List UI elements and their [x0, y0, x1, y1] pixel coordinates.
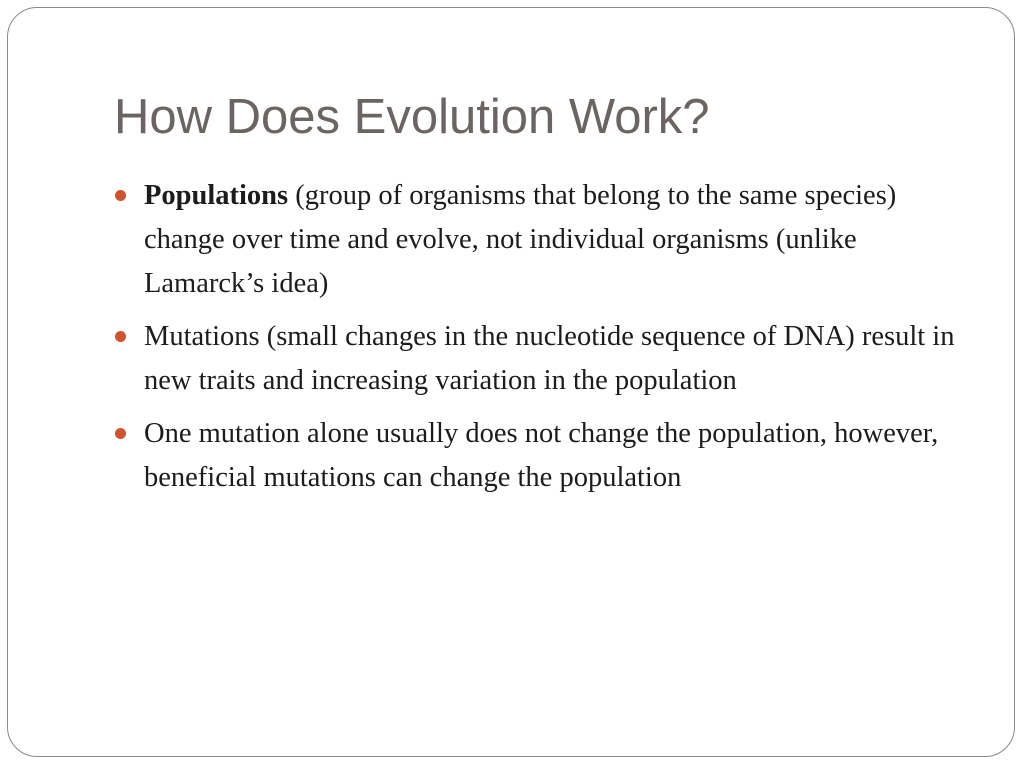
bullet-item-mutations	[144, 315, 974, 403]
slide-frame	[7, 7, 1015, 757]
bullet-dot-icon	[115, 190, 126, 201]
bullet-text: (group of organisms that belong to the same species) change over time and evolve, not individual organisms (unlike Lamarck’s idea)	[144, 180, 897, 299]
bullet-term: Populations	[144, 180, 289, 211]
bullet-dot-icon	[115, 331, 126, 342]
bullet-item-one-mutation	[144, 412, 974, 500]
bullet-list	[144, 174, 974, 509]
bullet-text: Mutations (small changes in the nucleotide sequence of DNA) result in new traits and increasing variation in the population	[144, 321, 955, 396]
bullet-item-populations	[144, 174, 974, 306]
slide-title: How Does Evolution Work?	[114, 90, 710, 144]
bullet-text: One mutation alone usually does not change the population, however, beneficial mutations can change the population	[144, 418, 939, 493]
bullet-dot-icon	[115, 428, 126, 439]
